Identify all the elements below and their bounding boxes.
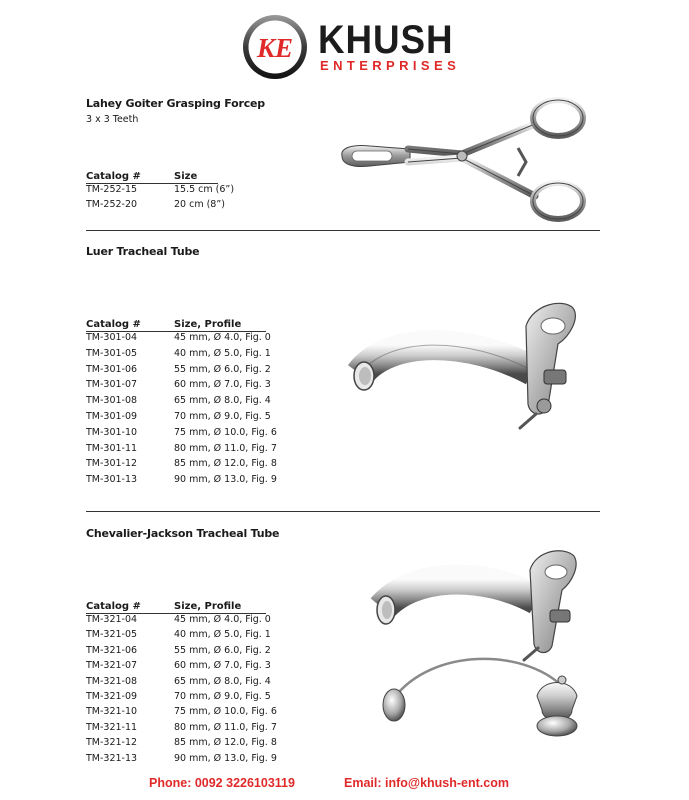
table-row (86, 364, 277, 380)
table-row (86, 753, 277, 768)
table-row (86, 411, 277, 427)
table-row (86, 199, 234, 214)
size-cell: 45 mm, Ø 4.0, Fig. 0 (174, 614, 271, 625)
size-header: Size (174, 171, 198, 182)
chevalier-jackson-tube-illustration (372, 548, 602, 748)
size-cell: 20 cm (8”) (174, 199, 225, 210)
table-row (86, 706, 277, 721)
catalog-cell: TM-321-09 (86, 690, 138, 702)
tracheal-tube-illustration (348, 296, 598, 446)
section-divider (86, 511, 600, 512)
catalog-cell: TM-321-12 (86, 737, 138, 749)
size-cell: 70 mm, Ø 9.0, Fig. 5 (174, 690, 271, 702)
table-row (86, 474, 277, 490)
catalog-header: Catalog # (86, 171, 141, 182)
size-cell: 75 mm, Ø 10.0, Fig. 6 (174, 706, 277, 718)
size-cell: 85 mm, Ø 12.0, Fig. 8 (174, 737, 277, 749)
size-cell: 60 mm, Ø 7.0, Fig. 3 (174, 660, 271, 672)
size-cell: 80 mm, Ø 11.0, Fig. 7 (174, 721, 277, 733)
size-cell: 65 mm, Ø 8.0, Fig. 4 (174, 395, 271, 407)
size-cell: 80 mm, Ø 11.0, Fig. 7 (174, 442, 277, 454)
section-title-forcep: Lahey Goiter Grasping Forcep (86, 97, 265, 110)
catalog-cell: TM-301-08 (86, 395, 138, 407)
footer-email: Email: info@khush-ent.com (344, 776, 509, 790)
size-cell: 55 mm, Ø 6.0, Fig. 2 (174, 363, 271, 375)
table-row (86, 184, 234, 199)
size-cell: 55 mm, Ø 6.0, Fig. 2 (174, 644, 271, 656)
catalog-cell: TM-321-10 (86, 706, 138, 718)
catalog-cell: TM-301-12 (86, 458, 138, 470)
catalog-cell: TM-321-05 (86, 629, 138, 641)
size-cell: 60 mm, Ø 7.0, Fig. 3 (174, 379, 271, 391)
table-row (86, 629, 277, 644)
table-row (86, 427, 277, 443)
table-row (86, 676, 277, 691)
size-cell: 15.5 cm (6”) (174, 184, 235, 195)
catalog-cell: TM-321-06 (86, 644, 138, 656)
catalog-cell: TM-321-13 (86, 752, 138, 764)
catalog-header: Catalog # (86, 319, 141, 330)
section-subtitle-forcep: 3 x 3 Teeth (86, 114, 139, 125)
catalog-cell: TM-301-05 (86, 347, 138, 359)
catalog-cell: TM-321-08 (86, 675, 138, 687)
size-cell: 90 mm, Ø 13.0, Fig. 9 (174, 474, 277, 486)
table-row (86, 660, 277, 675)
size-cell: 40 mm, Ø 5.0, Fig. 1 (174, 347, 271, 359)
section-title-chevalier: Chevalier-Jackson Tracheal Tube (86, 527, 280, 540)
catalog-table-luer (86, 319, 277, 490)
table-row (86, 722, 277, 737)
section-divider (86, 230, 600, 231)
table-row (86, 458, 277, 474)
catalog-cell: TM-301-06 (86, 363, 138, 375)
logo-badge (242, 14, 308, 80)
catalog-cell: TM-301-09 (86, 410, 138, 422)
size-cell: 40 mm, Ø 5.0, Fig. 1 (174, 629, 271, 641)
size-cell: 75 mm, Ø 10.0, Fig. 6 (174, 426, 277, 438)
size-cell: 45 mm, Ø 4.0, Fig. 0 (174, 332, 271, 343)
table-row (86, 348, 277, 364)
section-title-luer: Luer Tracheal Tube (86, 245, 200, 258)
catalog-table-chevalier (86, 601, 277, 768)
size-header: Size, Profile (174, 319, 242, 330)
size-cell: 90 mm, Ø 13.0, Fig. 9 (174, 752, 277, 764)
catalog-cell: TM-301-13 (86, 474, 138, 486)
table-row (86, 332, 277, 348)
table-row (86, 691, 277, 706)
brand-name: KHUSH (318, 18, 454, 62)
catalog-cell: TM-252-15 (86, 184, 138, 195)
catalog-cell: TM-252-20 (86, 199, 138, 210)
catalog-cell: TM-321-04 (86, 614, 138, 625)
catalog-cell: TM-301-10 (86, 426, 138, 438)
size-cell: 65 mm, Ø 8.0, Fig. 4 (174, 675, 271, 687)
catalog-cell: TM-301-07 (86, 379, 138, 391)
logo-letters: KE (256, 33, 294, 63)
footer-phone: Phone: 0092 3226103119 (149, 776, 295, 790)
catalog-cell: TM-321-11 (86, 721, 138, 733)
table-row (86, 614, 277, 629)
table-header (86, 319, 277, 330)
catalog-table-forcep (86, 171, 234, 214)
table-row (86, 395, 277, 411)
size-cell: 70 mm, Ø 9.0, Fig. 5 (174, 410, 271, 422)
table-row (86, 379, 277, 395)
catalog-header: Catalog # (86, 601, 141, 612)
brand-subtitle: ENTERPRISES (320, 58, 461, 73)
catalog-cell: TM-301-11 (86, 442, 138, 454)
size-header: Size, Profile (174, 601, 242, 612)
table-header (86, 601, 277, 612)
forcep-illustration (330, 96, 600, 226)
table-row (86, 737, 277, 752)
catalog-cell: TM-321-07 (86, 660, 138, 672)
table-header (86, 171, 234, 182)
table-row (86, 443, 277, 459)
size-cell: 85 mm, Ø 12.0, Fig. 8 (174, 458, 277, 470)
table-row (86, 645, 277, 660)
catalog-cell: TM-301-04 (86, 332, 138, 343)
